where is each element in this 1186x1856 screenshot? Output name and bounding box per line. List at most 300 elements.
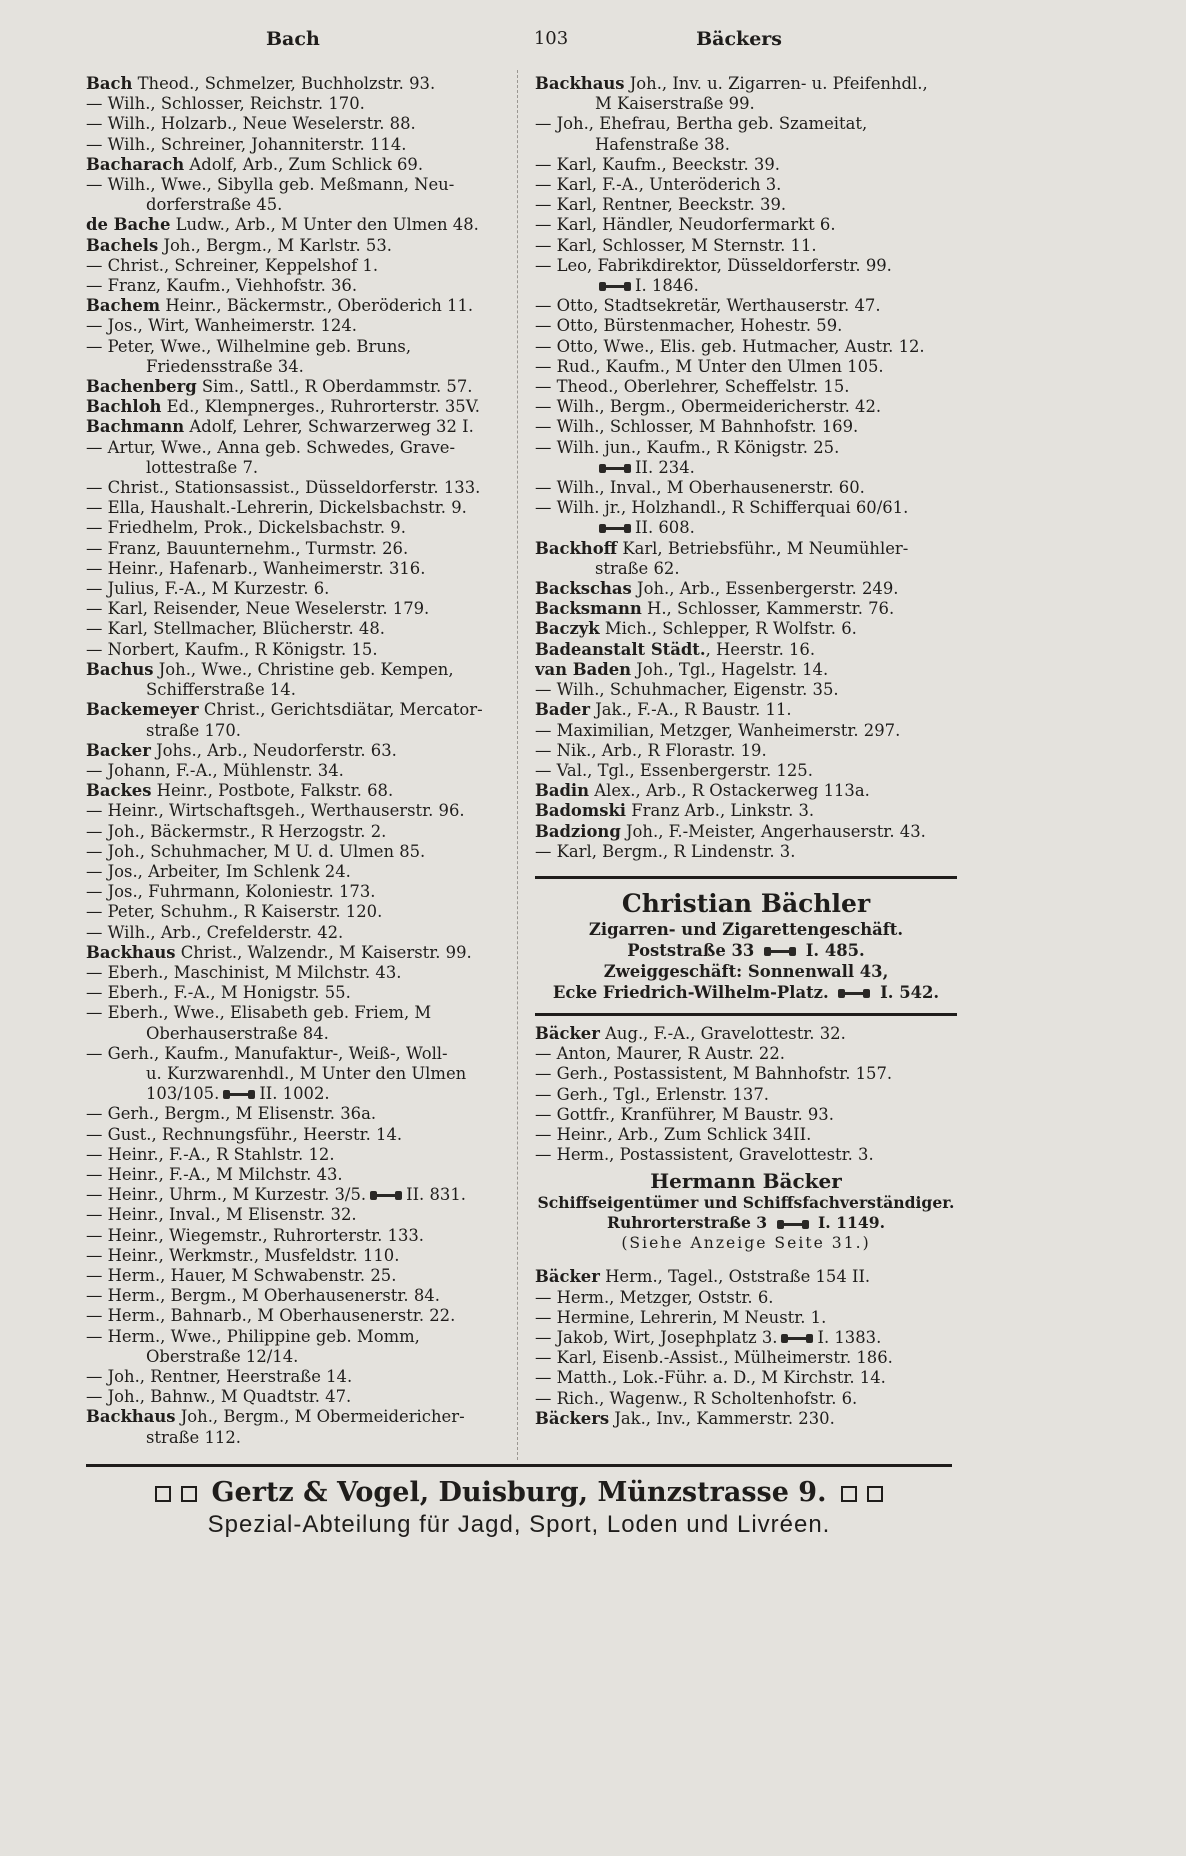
entry-text: straße 62. bbox=[595, 558, 680, 578]
telephone-number: I. 1383. bbox=[817, 1327, 882, 1347]
entry-text: Oberhauserstraße 84. bbox=[146, 1023, 329, 1043]
entry-text: , Heerstr. 16. bbox=[705, 639, 816, 659]
directory-entry bbox=[86, 195, 504, 215]
entry-text: Christ., Gerichtsdiätar, Mercator- bbox=[198, 700, 483, 720]
directory-entry bbox=[535, 296, 957, 316]
entry-text: — Christ., Schreiner, Keppelshof 1. bbox=[86, 255, 379, 275]
directory-entry bbox=[535, 1044, 957, 1064]
directory-entry bbox=[86, 357, 504, 377]
entry-text: — Rich., Wagenw., R Scholtenhofstr. 6. bbox=[535, 1388, 858, 1408]
entry-text: Joh., Wwe., Christine geb. Kempen, bbox=[153, 659, 454, 679]
entry-text: — Val., Tgl., Essenbergerstr. 125. bbox=[535, 760, 813, 780]
left-column bbox=[86, 74, 504, 1448]
directory-entry bbox=[86, 721, 504, 741]
entry-text: — Franz, Bauunternehm., Turmstr. 26. bbox=[86, 538, 409, 558]
entry-text: Adolf, Lehrer, Schwarzerweg 32 I. bbox=[184, 417, 474, 437]
directory-entry bbox=[535, 1145, 957, 1165]
directory-entry bbox=[86, 619, 504, 639]
directory-entry bbox=[86, 1306, 504, 1326]
directory-entry bbox=[86, 135, 504, 155]
entry-text: — Wilh., Schreiner, Johanniterstr. 114. bbox=[86, 134, 407, 154]
telephone-icon bbox=[838, 989, 870, 998]
directory-entry bbox=[535, 539, 957, 559]
directory-entry bbox=[86, 1104, 504, 1124]
directory-entry bbox=[86, 175, 504, 195]
directory-entry bbox=[86, 276, 504, 296]
entry-text: Heinr., Postbote, Falkstr. 68. bbox=[151, 781, 394, 801]
entry-text: Friedensstraße 34. bbox=[146, 356, 304, 376]
ad-address: Poststraße 33 bbox=[627, 940, 755, 960]
directory-entry bbox=[535, 236, 957, 256]
ad2-line-2 bbox=[535, 1213, 957, 1233]
ad-line-4 bbox=[535, 982, 957, 1003]
directory-entry bbox=[86, 316, 504, 336]
entry-text: — Joh., Bahnw., M Quadtstr. 47. bbox=[86, 1387, 352, 1407]
entry-text: — Heinr., Wiegemstr., Ruhrorterstr. 133. bbox=[86, 1225, 425, 1245]
entry-text: Ed., Klempnerges., Ruhrorterstr. 35V. bbox=[161, 397, 480, 417]
directory-entry bbox=[86, 781, 504, 801]
directory-entry bbox=[86, 801, 504, 821]
directory-entry bbox=[86, 438, 504, 458]
telephone-icon bbox=[223, 1090, 255, 1099]
entry-text: — Karl, Schlosser, M Sternstr. 11. bbox=[535, 235, 817, 255]
directory-entry bbox=[86, 215, 504, 235]
surname: Badin bbox=[535, 781, 590, 801]
entry-text: — Karl, Eisenb.-Assist., Mülheimerstr. 186. bbox=[535, 1348, 893, 1368]
surname: Bäcker bbox=[535, 1023, 600, 1043]
entry-text: — Karl, Reisender, Neue Weselerstr. 179. bbox=[86, 599, 430, 619]
directory-entry bbox=[86, 377, 504, 397]
directory-entry bbox=[86, 236, 504, 256]
directory-entry bbox=[535, 1267, 957, 1287]
entry-text: straße 170. bbox=[146, 720, 241, 740]
entry-text: — Herm., Bergm., M Oberhausenerstr. 84. bbox=[86, 1286, 440, 1306]
surname: Bäckers bbox=[535, 1408, 610, 1428]
ad2-phone: I. 1149. bbox=[818, 1213, 885, 1233]
directory-entry bbox=[86, 296, 504, 316]
directory-entry bbox=[86, 1003, 504, 1023]
entry-text: — Peter, Wwe., Wilhelmine geb. Bruns, bbox=[86, 336, 412, 356]
entry-text: — Heinr., Inval., M Elisenstr. 32. bbox=[86, 1205, 357, 1225]
directory-entry bbox=[86, 1428, 504, 1448]
directory-entry bbox=[86, 1387, 504, 1407]
directory-entry bbox=[86, 94, 504, 114]
directory-entry bbox=[535, 801, 957, 821]
entry-text: — Leo, Fabrikdirektor, Düsseldorferstr. 99. bbox=[535, 255, 892, 275]
directory-entry bbox=[86, 1246, 504, 1266]
ad-phone-2: I. 542. bbox=[880, 982, 940, 1002]
entry-text: Theod., Schmelzer, Buchholzstr. 93. bbox=[132, 74, 436, 93]
directory-entry bbox=[86, 599, 504, 619]
right-entries-top bbox=[535, 74, 957, 862]
entry-text: — Christ., Stationsassist., Düsseldorferstr. 133. bbox=[86, 478, 481, 498]
right-entries-bottom bbox=[535, 1267, 957, 1429]
directory-entry bbox=[535, 1125, 957, 1145]
directory-entry bbox=[86, 1024, 504, 1044]
directory-entry bbox=[535, 822, 957, 842]
entry-text: Mich., Schlepper, R Wolfstr. 6. bbox=[599, 619, 857, 639]
right-column bbox=[535, 74, 957, 1429]
telephone-number: II. 1002. bbox=[259, 1084, 330, 1104]
entry-text: Joh., Arb., Essenbergerstr. 249. bbox=[631, 579, 899, 599]
entry-text: Joh., F.-Meister, Angerhauserstr. 43. bbox=[620, 821, 926, 841]
entry-text: — Wilh., Arb., Crefelderstr. 42. bbox=[86, 922, 344, 942]
telephone-icon bbox=[764, 947, 796, 956]
entry-text: — Eberh., Maschinist, M Milchstr. 43. bbox=[86, 962, 402, 982]
directory-entry bbox=[535, 155, 957, 175]
ad-line-3: Zweiggeschäft: Sonnenwall 43, bbox=[603, 961, 889, 981]
entry-text: Aug., F.-A., Gravelottestr. 32. bbox=[599, 1023, 846, 1043]
directory-entry bbox=[86, 1226, 504, 1246]
ad2-note: (Siehe Anzeige Seite 31.) bbox=[621, 1234, 871, 1253]
surname: Baczyk bbox=[535, 619, 600, 639]
entry-text: — Wilh., Schlosser, M Bahnhofstr. 169. bbox=[535, 417, 859, 437]
directory-entry bbox=[535, 559, 957, 579]
entry-text: — Jos., Arbeiter, Im Schlenk 24. bbox=[86, 861, 351, 881]
footer-advertisement bbox=[86, 1464, 952, 1539]
directory-entry bbox=[86, 1084, 504, 1104]
entry-text: — Eberh., Wwe., Elisabeth geb. Friem, M bbox=[86, 1003, 432, 1023]
square-ornament-icon bbox=[181, 1486, 197, 1502]
surname: Bachus bbox=[86, 659, 154, 679]
entry-text: dorferstraße 45. bbox=[146, 195, 283, 215]
directory-entry bbox=[535, 74, 957, 94]
directory-entry bbox=[535, 680, 957, 700]
directory-entry bbox=[86, 114, 504, 134]
surname: Backhaus bbox=[86, 942, 176, 962]
entry-text: — Wilh., Schuhmacher, Eigenstr. 35. bbox=[535, 680, 839, 700]
directory-entry bbox=[535, 478, 957, 498]
directory-entry bbox=[86, 579, 504, 599]
directory-entry bbox=[535, 1389, 957, 1409]
entry-text: — Herm., Hauer, M Schwabenstr. 25. bbox=[86, 1265, 397, 1285]
directory-entry bbox=[86, 660, 504, 680]
directory-entry bbox=[535, 1105, 957, 1125]
ad2-name: Hermann Bäcker bbox=[650, 1169, 842, 1194]
right-entries-middle bbox=[535, 1024, 957, 1165]
directory-entry bbox=[86, 256, 504, 276]
entry-text: Karl, Betriebsführ., M Neumühler- bbox=[617, 538, 909, 558]
ad-name: Christian Bächler bbox=[621, 888, 871, 918]
entry-text: — Otto, Stadtsekretär, Werthauserstr. 47. bbox=[535, 296, 881, 316]
entry-text: — Joh., Rentner, Heerstraße 14. bbox=[86, 1367, 353, 1386]
directory-entry bbox=[535, 1085, 957, 1105]
surname: de Bache bbox=[86, 215, 171, 235]
entry-text: — Karl, F.-A., Unteröderich 3. bbox=[535, 175, 782, 195]
directory-entry bbox=[535, 316, 957, 336]
entry-text: — Wilh., Schlosser, Reichstr. 170. bbox=[86, 94, 365, 114]
entry-text: — Joh., Schuhmacher, M U. d. Ulmen 85. bbox=[86, 841, 426, 861]
telephone-icon bbox=[599, 282, 631, 291]
surname: Bachloh bbox=[86, 397, 162, 417]
entry-text: — Otto, Wwe., Elis. geb. Hutmacher, Austr. 12. bbox=[535, 336, 925, 356]
entry-text: — Franz, Kaufm., Viehhofstr. 36. bbox=[86, 276, 358, 296]
page-number: 103 bbox=[533, 28, 569, 49]
directory-entry bbox=[535, 498, 957, 518]
advertisement-hermann-baecker bbox=[535, 1169, 957, 1253]
entry-text: — Heinr., Arb., Zum Schlick 34II. bbox=[535, 1124, 812, 1144]
directory-entry bbox=[86, 902, 504, 922]
directory-entry bbox=[86, 1266, 504, 1286]
entry-text: straße 112. bbox=[146, 1427, 241, 1447]
ad2-line-1: Schiffseigentümer und Schiffsfachverständiger. bbox=[537, 1193, 955, 1213]
telephone-number: II. 831. bbox=[406, 1185, 466, 1205]
directory-entry bbox=[86, 559, 504, 579]
entry-text: — Gerh., Bergm., M Elisenstr. 36a. bbox=[86, 1104, 377, 1124]
directory-entry bbox=[86, 862, 504, 882]
surname: Backhoff bbox=[535, 538, 618, 558]
entry-text: — Heinr., Hafenarb., Wanheimerstr. 316. bbox=[86, 558, 426, 578]
directory-entry bbox=[535, 761, 957, 781]
entry-text: u. Kurzwarenhdl., M Unter den Ulmen bbox=[146, 1063, 467, 1083]
entry-text: — Otto, Bürstenmacher, Hohestr. 59. bbox=[535, 316, 843, 336]
entry-text: Schifferstraße 14. bbox=[146, 680, 296, 700]
entry-text: — Wilh., Inval., M Oberhausenerstr. 60. bbox=[535, 478, 865, 498]
surname: Bachem bbox=[86, 296, 161, 316]
surname: Backschas bbox=[535, 579, 632, 599]
directory-entry bbox=[535, 1288, 957, 1308]
entry-text: Ludw., Arb., M Unter den Ulmen 48. bbox=[170, 215, 479, 235]
directory-entry bbox=[535, 337, 957, 357]
entry-text: — Heinr., Werkmstr., Musfeldstr. 110. bbox=[86, 1245, 400, 1265]
directory-entry bbox=[86, 983, 504, 1003]
directory-entry bbox=[86, 1044, 504, 1064]
entry-text: — Maximilian, Metzger, Wanheimerstr. 297. bbox=[535, 720, 901, 740]
directory-entry bbox=[86, 397, 504, 417]
surname: Badeanstalt Städt. bbox=[535, 639, 706, 659]
directory-entry bbox=[86, 822, 504, 842]
entry-text: — Wilh. jr., Holzhandl., R Schifferquai 60/61. bbox=[535, 498, 909, 518]
directory-entry bbox=[86, 417, 504, 437]
entry-text: — Anton, Maurer, R Austr. 22. bbox=[535, 1044, 785, 1064]
entry-text: Alex., Arb., R Ostackerweg 113a. bbox=[589, 781, 870, 801]
entry-text: — Johann, F.-A., Mühlenstr. 34. bbox=[86, 760, 344, 780]
entry-text: 103/105. bbox=[146, 1084, 220, 1104]
column-divider bbox=[517, 70, 519, 1460]
directory-entry bbox=[535, 1368, 957, 1388]
entry-text: — Ella, Haushalt.-Lehrerin, Dickelsbachstr. 9. bbox=[86, 498, 467, 518]
telephone-icon bbox=[777, 1220, 809, 1229]
entry-text: — Julius, F.-A., M Kurzestr. 6. bbox=[86, 579, 330, 599]
directory-entry bbox=[535, 397, 957, 417]
directory-entry bbox=[86, 842, 504, 862]
directory-entry bbox=[535, 114, 957, 134]
directory-entry bbox=[535, 721, 957, 741]
entry-text: — Herm., Bahnarb., M Oberhausenerstr. 22. bbox=[86, 1306, 456, 1326]
page-header bbox=[86, 28, 952, 58]
directory-entry bbox=[535, 276, 957, 296]
directory-entry bbox=[535, 640, 957, 660]
surname: Backhaus bbox=[86, 1407, 176, 1427]
footer-line-1 bbox=[86, 1477, 952, 1509]
telephone-icon bbox=[599, 464, 631, 473]
directory-entry bbox=[535, 1308, 957, 1328]
entry-text: — Gust., Rechnungsführ., Heerstr. 14. bbox=[86, 1124, 403, 1144]
directory-entry bbox=[535, 781, 957, 801]
directory-entry bbox=[535, 1348, 957, 1368]
ad-line-1: Zigarren- und Zigarettengeschäft. bbox=[588, 919, 904, 939]
entry-text: — Gerh., Kaufm., Manufaktur-, Weiß-, Woll- bbox=[86, 1043, 448, 1063]
telephone-number: I. 1846. bbox=[635, 276, 699, 296]
ad-phone: I. 485. bbox=[805, 940, 865, 960]
entry-text: — Nik., Arb., R Florastr. 19. bbox=[535, 740, 767, 760]
advertisement-christian-baechler bbox=[535, 876, 957, 1016]
entry-text: — Hermine, Lehrerin, M Neustr. 1. bbox=[535, 1307, 827, 1327]
directory-entry bbox=[86, 1185, 504, 1205]
entry-text: — Norbert, Kaufm., R Königstr. 15. bbox=[86, 639, 378, 659]
entry-text: — Wilh. jun., Kaufm., R Königstr. 25. bbox=[535, 437, 840, 457]
entry-text: — Peter, Schuhm., R Kaiserstr. 120. bbox=[86, 902, 383, 922]
directory-entry bbox=[535, 175, 957, 195]
directory-entry bbox=[86, 337, 504, 357]
entry-text: Adolf, Arb., Zum Schlick 69. bbox=[184, 154, 424, 174]
directory-entry bbox=[86, 518, 504, 538]
surname: Bach bbox=[86, 74, 133, 93]
entry-text: — Karl, Händler, Neudorfermarkt 6. bbox=[535, 215, 836, 235]
surname: Backes bbox=[86, 781, 152, 801]
surname: Backhaus bbox=[535, 74, 625, 93]
ad-address-2: Ecke Friedrich-Wilhelm-Platz. bbox=[552, 982, 829, 1002]
entry-text: H., Schlosser, Kammerstr. 76. bbox=[641, 599, 895, 619]
entry-text: — Gerh., Tgl., Erlenstr. 137. bbox=[535, 1084, 769, 1104]
directory-entry bbox=[86, 680, 504, 700]
ad-line-2 bbox=[535, 940, 957, 961]
telephone-icon bbox=[599, 524, 631, 533]
entry-text: — Friedhelm, Prok., Dickelsbachstr. 9. bbox=[86, 518, 406, 538]
directory-entry bbox=[535, 135, 957, 155]
entry-text: — Heinr., Wirtschaftsgeh., Werthauserstr. 96. bbox=[86, 801, 465, 821]
directory-entry bbox=[86, 943, 504, 963]
square-ornament-icon bbox=[841, 1486, 857, 1502]
entry-text: Sim., Sattl., R Oberdammstr. 57. bbox=[196, 377, 473, 397]
entry-text: Jak., Inv., Kammerstr. 230. bbox=[609, 1408, 835, 1428]
directory-entry bbox=[86, 478, 504, 498]
telephone-icon bbox=[781, 1334, 813, 1343]
directory-entry bbox=[86, 1165, 504, 1185]
square-ornament-icon bbox=[155, 1486, 171, 1502]
square-ornament-icon bbox=[867, 1486, 883, 1502]
surname: Badziong bbox=[535, 821, 621, 841]
entry-text: — Wilh., Wwe., Sibylla geb. Meßmann, Neu- bbox=[86, 175, 455, 195]
entry-text: — Eberh., F.-A., M Honigstr. 55. bbox=[86, 983, 351, 1003]
surname: Backemeyer bbox=[86, 700, 199, 720]
directory-entry bbox=[535, 94, 957, 114]
footer-line-2: Spezial-Abteilung für Jagd, Sport, Loden und Livréen. bbox=[207, 1511, 831, 1538]
entry-text: — Gerh., Postassistent, M Bahnhofstr. 157. bbox=[535, 1064, 893, 1084]
surname: Badomski bbox=[535, 801, 627, 821]
entry-text: — Karl, Kaufm., Beeckstr. 39. bbox=[535, 154, 781, 174]
directory-entry bbox=[535, 1024, 957, 1044]
surname: Bachmann bbox=[86, 417, 185, 437]
surname: Bachenberg bbox=[86, 377, 197, 397]
surname: van Baden bbox=[535, 659, 632, 679]
directory-entry bbox=[86, 1327, 504, 1347]
entry-text: Joh., Inv. u. Zigarren- u. Pfeifenhdl., bbox=[624, 74, 928, 93]
entry-text: Hafenstraße 38. bbox=[595, 134, 730, 154]
entry-text: — Jakob, Wirt, Josephplatz 3. bbox=[535, 1327, 778, 1347]
entry-text: lottestraße 7. bbox=[146, 457, 259, 477]
directory-entry bbox=[535, 357, 957, 377]
footer-company: Gertz & Vogel, Duisburg, Münzstrasse 9. bbox=[211, 1477, 827, 1508]
entry-text: — Herm., Postassistent, Gravelottestr. 3. bbox=[535, 1145, 874, 1165]
directory-entry bbox=[86, 155, 504, 175]
surname: Bader bbox=[535, 700, 590, 720]
directory-entry bbox=[535, 195, 957, 215]
entry-text: Heinr., Bäckermstr., Oberöderich 11. bbox=[160, 296, 474, 316]
entry-text: Herm., Tagel., Oststraße 154 II. bbox=[599, 1267, 871, 1287]
directory-entry bbox=[86, 1145, 504, 1165]
directory-entry bbox=[535, 660, 957, 680]
directory-entry bbox=[535, 700, 957, 720]
entry-text: — Herm., Wwe., Philippine geb. Momm, bbox=[86, 1326, 420, 1346]
telephone-number: II. 234. bbox=[635, 457, 695, 477]
entry-text: — Theod., Oberlehrer, Scheffelstr. 15. bbox=[535, 377, 850, 397]
directory-entry bbox=[535, 215, 957, 235]
directory-entry bbox=[86, 761, 504, 781]
entry-text: Joh., Bergm., M Karlstr. 53. bbox=[158, 235, 392, 255]
entry-text: — Joh., Ehefrau, Bertha geb. Szameitat, bbox=[535, 114, 868, 134]
directory-entry bbox=[535, 1064, 957, 1084]
entry-text: — Karl, Rentner, Beeckstr. 39. bbox=[535, 195, 787, 215]
entry-text: Franz Arb., Linkstr. 3. bbox=[626, 801, 815, 821]
entry-text: Joh., Bergm., M Obermeidericher- bbox=[175, 1407, 465, 1427]
directory-entry bbox=[86, 1286, 504, 1306]
entry-text: — Karl, Bergm., R Lindenstr. 3. bbox=[535, 841, 796, 861]
entry-text: Christ., Walzendr., M Kaiserstr. 99. bbox=[175, 942, 472, 962]
entry-text: — Heinr., F.-A., M Milchstr. 43. bbox=[86, 1164, 343, 1184]
directory-entry bbox=[86, 963, 504, 983]
directory-entry bbox=[86, 1125, 504, 1145]
entry-text: Jak., F.-A., R Baustr. 11. bbox=[590, 700, 792, 720]
telephone-icon bbox=[370, 1191, 402, 1200]
header-left-keyword: Bach bbox=[266, 28, 320, 50]
directory-entry bbox=[86, 1205, 504, 1225]
directory-entry bbox=[86, 1367, 504, 1387]
entry-text: — Gottfr., Kranführer, M Baustr. 93. bbox=[535, 1104, 834, 1124]
directory-entry bbox=[86, 498, 504, 518]
directory-entry bbox=[535, 619, 957, 639]
directory-entry bbox=[86, 458, 504, 478]
directory-entry bbox=[86, 700, 504, 720]
entry-text: — Artur, Wwe., Anna geb. Schwedes, Grave- bbox=[86, 437, 456, 457]
directory-entry bbox=[86, 1407, 504, 1427]
directory-entry bbox=[86, 539, 504, 559]
ad2-address: Ruhrorterstraße 3 bbox=[606, 1213, 768, 1233]
directory-entry bbox=[535, 1328, 957, 1348]
entry-text: — Joh., Bäckermstr., R Herzogstr. 2. bbox=[86, 821, 387, 841]
directory-entry bbox=[86, 1347, 504, 1367]
entry-text: Johs., Arb., Neudorferstr. 63. bbox=[150, 740, 397, 760]
header-right-keyword: Bäckers bbox=[696, 28, 782, 50]
entry-text: — Rud., Kaufm., M Unter den Ulmen 105. bbox=[535, 356, 884, 376]
entry-text: — Wilh., Bergm., Obermeidericherstr. 42. bbox=[535, 397, 882, 417]
directory-entry bbox=[86, 882, 504, 902]
surname: Backsmann bbox=[535, 599, 642, 619]
directory-entry bbox=[86, 923, 504, 943]
entry-text: Oberstraße 12/14. bbox=[146, 1346, 299, 1366]
surname: Bäcker bbox=[535, 1267, 600, 1287]
entry-text: M Kaiserstraße 99. bbox=[595, 94, 755, 114]
surname: Bacharach bbox=[86, 154, 185, 174]
entry-text: — Karl, Stellmacher, Blücherstr. 48. bbox=[86, 619, 385, 639]
surname: Backer bbox=[86, 740, 151, 760]
directory-entry bbox=[535, 438, 957, 458]
directory-entry bbox=[86, 741, 504, 761]
directory-entry bbox=[535, 579, 957, 599]
entry-text: — Heinr., F.-A., R Stahlstr. 12. bbox=[86, 1144, 335, 1164]
telephone-number: II. 608. bbox=[635, 518, 695, 538]
directory-entry bbox=[535, 599, 957, 619]
